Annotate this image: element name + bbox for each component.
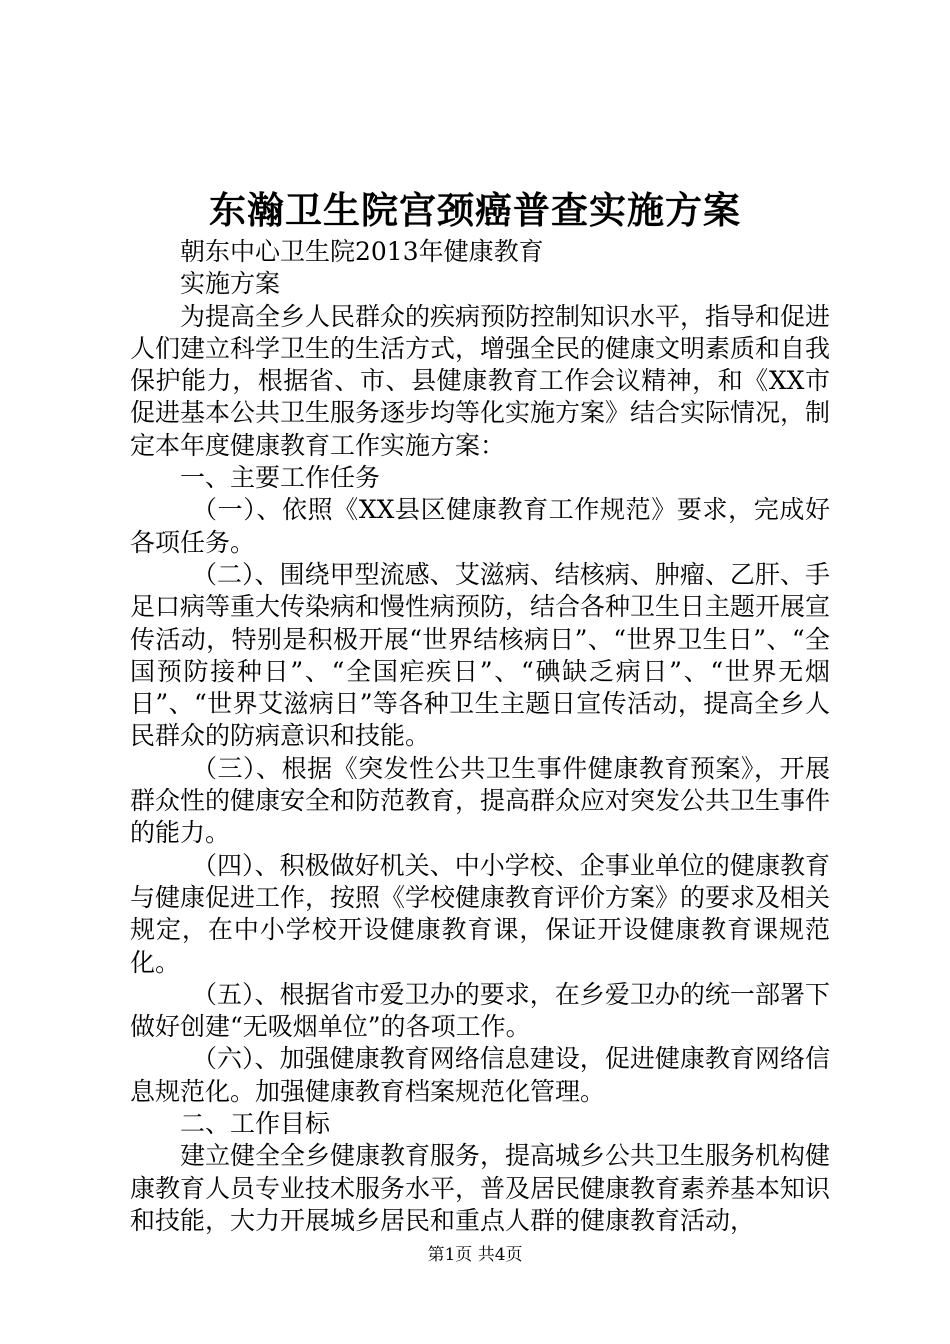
subtitle-line: 实施方案 xyxy=(180,269,281,299)
page-footer: 第1页 共4页 xyxy=(427,1245,523,1265)
task-item: （一）、依照《XX县区健康教育工作规范》要求，完成好各项任务。 xyxy=(130,495,830,557)
task-item: （五）、根据省市爱卫办的要求，在乡爱卫办的统一部署下做好创建“无吸烟单位”的各项工作。 xyxy=(130,979,830,1042)
task-item: （四）、积极做好机关、中小学校、企事业单位的健康教育与健康促进工作，按照《学校健康教育评价方案》的要求及相关规定，在中小学校开设健康教育课，保证开设健康教育课规范化。 xyxy=(130,850,831,977)
task-item: （三）、根据《突发性公共卫生事件健康教育预案》，开展群众性的健康安全和防范教育，提高群众应对突发公共卫生事件的能力。 xyxy=(130,753,831,848)
goal-paragraph: 建立健全全乡健康教育服务，提高城乡公共卫生服务机构健康教育人员专业技术服务水平，普及居民健康教育素养基本知识和技能，大力开展城乡居民和重点人群的健康教育活动， xyxy=(130,1141,831,1235)
section-heading: 一、主要工作任务 xyxy=(180,463,381,493)
section-heading: 二、工作目标 xyxy=(180,1109,331,1139)
intro-paragraph: 为提高全乡人民群众的疾病预防控制知识水平，指导和促进人们建立科学卫生的生活方式，增强全民的健康文明素质和自我保护能力，根据省、市、县健康教育工作会议精神，和《XX市促进基本公共卫生服务逐步均等化实施方案》结合实际情况，制定本年度健康教育工作实施方案： xyxy=(130,301,831,460)
subtitle-line: 朝东中心卫生院2013年健康教育 xyxy=(180,237,544,266)
document-title: 东瀚卫生院宫颈癌普查实施方案 xyxy=(209,188,741,232)
document-body xyxy=(130,236,830,1237)
task-item: （六）、加强健康教育网络信息建设，促进健康教育网络信息规范化。加强健康教育档案规范化管理。 xyxy=(130,1044,830,1106)
task-item: （二）、围绕甲型流感、艾滋病、结核病、肿瘤、乙肝、手足口病等重大传染病和慢性病预防，结合各种卫生日主题开展宣传活动，特别是积极开展“世界结核病日”、“世界卫生日”、“全国预防接种日”、“全国疟疾日”、“碘缺乏病日”、“世界无烟日”、“世界艾滋病日”等各种卫生主题日宣传活动，提高全乡人民群众的防病意识和技能。 xyxy=(130,559,831,751)
